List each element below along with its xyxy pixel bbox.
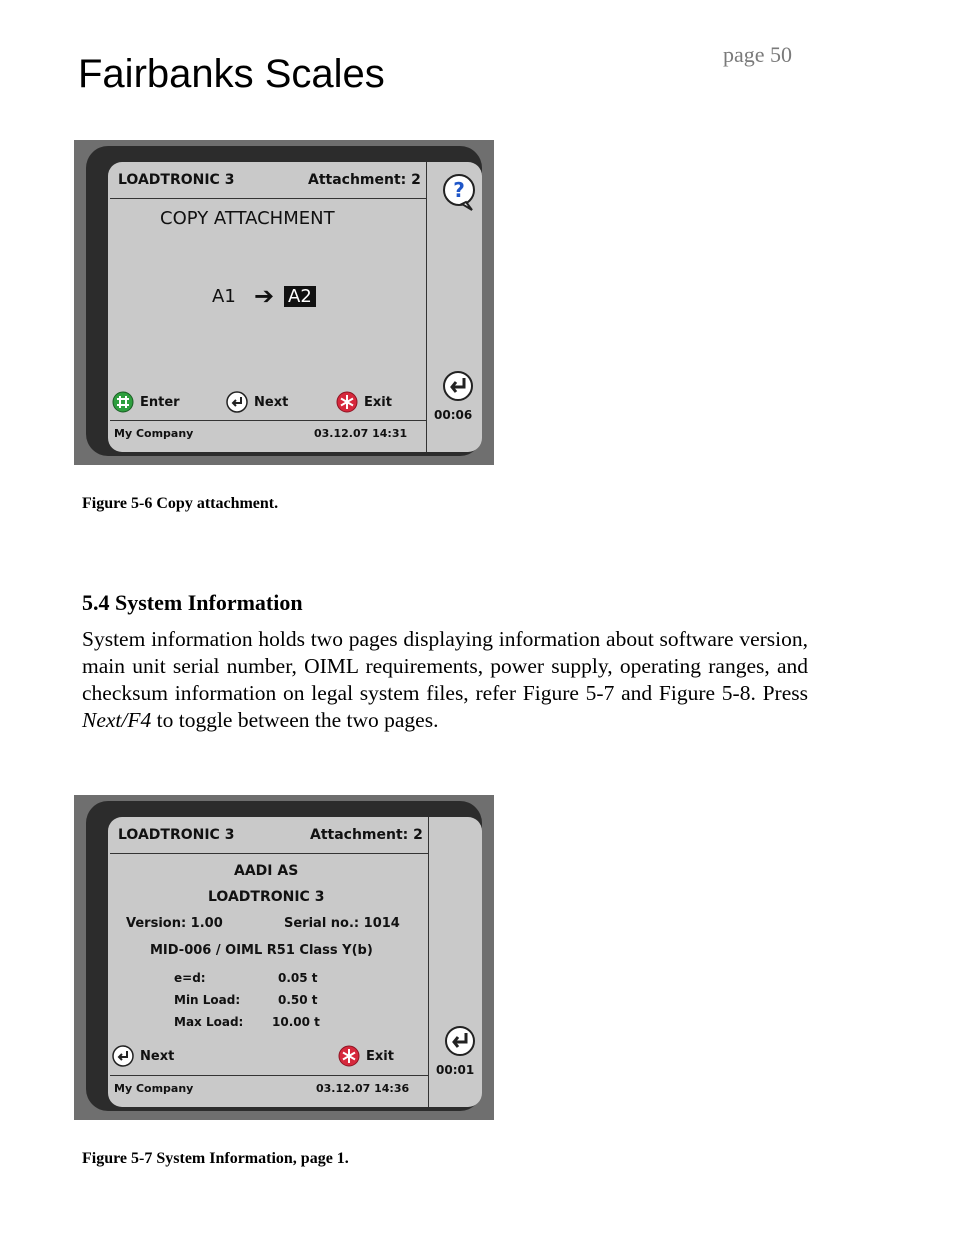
return-icon	[226, 391, 248, 413]
exit-softkey[interactable]	[336, 391, 392, 413]
paragraph-key-reference: Next/F4	[82, 708, 152, 732]
device-title: LOADTRONIC 3	[118, 172, 235, 188]
section-paragraph	[82, 626, 808, 734]
help-icon[interactable]	[442, 172, 478, 212]
figure-system-information	[74, 795, 494, 1120]
screen-heading: COPY ATTACHMENT	[160, 208, 335, 229]
paragraph-text: to toggle between the two pages.	[151, 708, 439, 732]
software-version: Version: 1.00	[126, 916, 223, 931]
device-title: LOADTRONIC 3	[118, 827, 235, 843]
exit-icon	[338, 1045, 360, 1067]
date-time: 03.12.07 14:31	[314, 427, 408, 440]
exit-icon	[336, 391, 358, 413]
divider	[110, 420, 426, 421]
spec-label: Min Load:	[174, 993, 241, 1007]
enter-softkey[interactable]	[112, 391, 180, 413]
enter-label: Enter	[140, 394, 180, 410]
device-screen	[108, 817, 482, 1107]
help-icon-glyph: ?	[453, 178, 465, 202]
device-bezel	[86, 801, 482, 1111]
spec-value: 10.00 t	[272, 1015, 320, 1029]
document-brand-title: Fairbanks Scales	[78, 52, 385, 96]
exit-softkey[interactable]	[338, 1045, 394, 1067]
return-icon	[112, 1045, 134, 1067]
hash-icon	[112, 391, 134, 413]
divider	[110, 198, 426, 199]
company-name: My Company	[114, 1082, 194, 1095]
page-number: page 50	[723, 42, 793, 67]
arrow-right-icon: ➔	[254, 282, 275, 310]
divider	[110, 1075, 428, 1076]
source-attachment: A1	[212, 286, 236, 307]
next-label: Next	[254, 394, 289, 410]
product-name: LOADTRONIC 3	[208, 889, 325, 905]
paragraph-text: System information holds two pages displaying information about software version, main unit serial number, OIML requirements, power supply, operating ranges, and checksum information on legal system files, refer Figure 5-7 and Figure 5-8. Press	[82, 627, 808, 705]
next-label: Next	[140, 1048, 175, 1064]
device-screen	[108, 162, 482, 452]
timer: 00:06	[434, 408, 473, 422]
figure-caption: Figure 5-6 Copy attachment.	[82, 495, 279, 512]
divider	[428, 817, 429, 1107]
spec-value: 0.50 t	[278, 993, 318, 1007]
target-attachment[interactable]: A2	[284, 286, 316, 307]
company-name: My Company	[114, 427, 194, 440]
next-softkey[interactable]	[112, 1045, 174, 1067]
return-icon[interactable]	[442, 370, 474, 402]
spec-value: 0.05 t	[278, 971, 318, 985]
device-bezel	[86, 146, 482, 456]
figure-caption: Figure 5-7 System Information, page 1.	[82, 1150, 349, 1167]
return-icon[interactable]	[444, 1025, 476, 1057]
oiml-class: MID-006 / OIML R51 Class Y(b)	[150, 943, 373, 958]
spec-label: Max Load:	[174, 1015, 244, 1029]
timer: 00:01	[436, 1063, 475, 1077]
serial-number: Serial no.: 1014	[284, 916, 400, 931]
exit-label: Exit	[366, 1048, 394, 1064]
date-time: 03.12.07 14:36	[316, 1082, 410, 1095]
manufacturer: AADI AS	[234, 863, 299, 879]
attachment-indicator: Attachment: 2	[308, 172, 421, 188]
attachment-indicator: Attachment: 2	[310, 827, 423, 843]
divider	[110, 853, 428, 854]
spec-label: e=d:	[174, 971, 206, 985]
divider	[426, 162, 427, 452]
section-heading: 5.4 System Information	[82, 590, 303, 615]
exit-label: Exit	[364, 394, 392, 410]
figure-copy-attachment	[74, 140, 494, 465]
next-softkey[interactable]	[226, 391, 288, 413]
